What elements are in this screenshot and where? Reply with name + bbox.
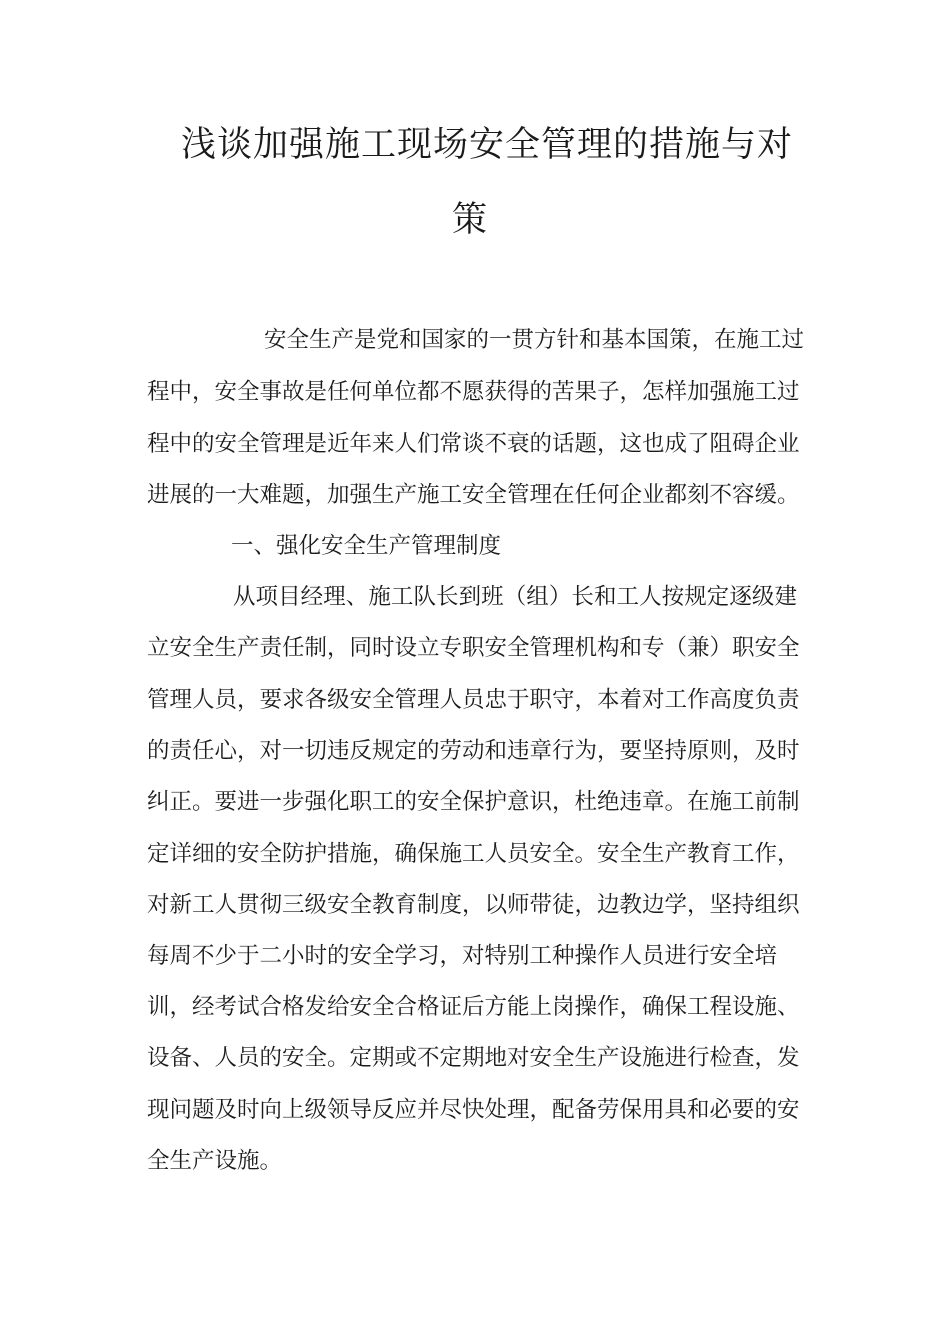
paragraph-2-line-11: 现问题及时向上级领导反应并尽快处理，配备劳保用具和必要的安	[147, 1097, 800, 1123]
paragraph-2-line-7: 对新工人贯彻三级安全教育制度，以师带徒，边教边学，坚持组织	[147, 892, 800, 918]
paragraph-2-line-8: 每周不少于二小时的安全学习，对特别工种操作人员进行安全培	[147, 943, 778, 969]
document-title-line-2: 策	[451, 200, 488, 240]
paragraph-2-line-6: 定详细的安全防护措施，确保施工人员安全。安全生产教育工作，	[147, 841, 800, 867]
paragraph-2-line-2: 立安全生产责任制，同时设立专职安全管理机构和专（兼）职安全	[147, 635, 800, 661]
document-title-line-1: 浅谈加强施工现场安全管理的措施与对	[180, 125, 793, 165]
paragraph-2-line-10: 设备、人员的安全。定期或不定期地对安全生产设施进行检查，发	[147, 1045, 800, 1071]
paragraph-2-line-4: 的责任心，对一切违反规定的劳动和违章行为，要坚持原则，及时	[147, 738, 800, 764]
paragraph-2-line-3: 管理人员，要求各级安全管理人员忠于职守，本着对工作高度负责	[147, 687, 800, 713]
paragraph-1-line-3: 程中的安全管理是近年来人们常谈不衰的话题，这也成了阻碍企业	[147, 431, 800, 457]
paragraph-1-line-1: 安全生产是党和国家的一贯方针和基本国策，在施工过	[264, 327, 805, 353]
paragraph-2-line-9: 训，经考试合格发给安全合格证后方能上岗操作，确保工程设施、	[147, 994, 800, 1020]
paragraph-2-line-1: 从项目经理、施工队长到班（组）长和工人按规定逐级建	[233, 584, 797, 610]
paragraph-1-line-2: 程中，安全事故是任何单位都不愿获得的苦果子，怎样加强施工过	[147, 379, 800, 405]
section-heading-1: 一、强化安全生产管理制度	[231, 533, 502, 559]
paragraph-2-line-12: 全生产设施。	[147, 1148, 283, 1174]
paragraph-2-line-5: 纠正。要进一步强化职工的安全保护意识，杜绝违章。在施工前制	[147, 789, 800, 815]
paragraph-1-line-4: 进展的一大难题，加强生产施工安全管理在任何企业都刻不容缓。	[147, 482, 800, 508]
